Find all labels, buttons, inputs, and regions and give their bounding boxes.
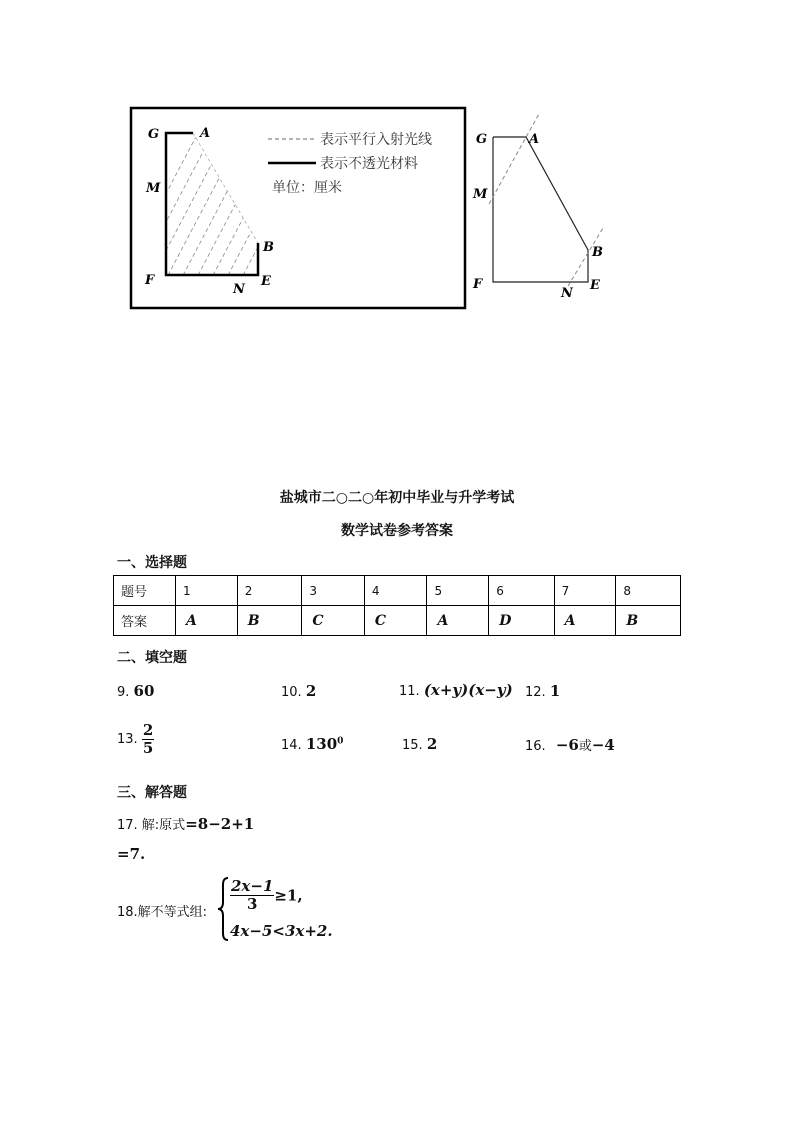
legend-dashed-text: 表示平行入射光线 (320, 132, 432, 148)
q-answer: 2 (305, 682, 317, 700)
q18-label: 18.解不等式组: (117, 905, 208, 920)
q-answer: 130 (305, 735, 338, 753)
fill-q10 (281, 682, 316, 700)
right-outline (493, 137, 588, 282)
label-N: N (233, 282, 245, 297)
q17-label: 17. 解:原式 (117, 818, 186, 833)
table-cell: 8 (616, 576, 681, 606)
right-label-N: N (561, 286, 573, 301)
right-label-B: B (592, 245, 603, 260)
table-cell: B (616, 606, 681, 636)
label-B: B (263, 240, 274, 255)
q-answer-sup: 0 (337, 736, 344, 747)
label-M: M (146, 181, 161, 196)
right-label-M: M (473, 187, 488, 202)
q-answer: (x+y)(x−y) (423, 681, 513, 699)
q17-result: =7. (117, 845, 146, 863)
fill-q11 (399, 681, 513, 699)
table-cell: 2 (237, 576, 302, 606)
q-answer: 60 (133, 682, 155, 700)
q-label: 10. (281, 685, 302, 700)
label-F: F (145, 273, 155, 288)
q17-expr: =8−2+1 (185, 815, 255, 833)
answer-table (113, 575, 681, 636)
q-label: 9. (117, 685, 130, 700)
table-cell: 4 (364, 576, 427, 606)
table-cell: 3 (302, 576, 365, 606)
fill-q15 (402, 735, 437, 753)
inequality-1 (230, 878, 303, 913)
q-label: 13. (117, 732, 138, 747)
label-E: E (261, 274, 271, 289)
system-brace (216, 876, 230, 942)
table-cell: A (427, 606, 489, 636)
q-label: 16. (525, 739, 546, 754)
ineq1-fraction (230, 878, 274, 913)
table-cell: C (364, 606, 427, 636)
q-or: 或 (578, 739, 592, 754)
table-cell: B (237, 606, 302, 636)
solve-q17 (117, 814, 254, 833)
table-cell: D (489, 606, 554, 636)
table-cell: 7 (554, 576, 616, 606)
table-row-numbers (114, 576, 681, 606)
ineq1-rhs: ≥1, (274, 886, 303, 905)
q-label: 14. (281, 738, 302, 753)
legend-unit-text: 单位：厘米 (272, 180, 342, 196)
hatch-lines (110, 110, 345, 300)
table-cell: 6 (489, 576, 554, 606)
row-label-question: 题号 (114, 576, 176, 606)
geometry-figure (0, 0, 794, 330)
right-label-E: E (590, 278, 600, 293)
q-answer-a: −6 (555, 736, 579, 754)
fill-q16 (525, 735, 615, 754)
q-answer-b: −4 (591, 736, 615, 754)
exam-subtitle: 数学试卷参考答案 (341, 523, 453, 539)
solve-q18 (117, 901, 207, 920)
label-A: A (200, 126, 211, 141)
q-answer: 1 (549, 682, 561, 700)
q-label: 11. (399, 684, 420, 699)
inequality-2: 4x−5<3x+2. (230, 922, 333, 940)
right-label-G: G (476, 132, 488, 147)
row-label-answer: 答案 (114, 606, 176, 636)
fraction-denominator: 5 (142, 739, 154, 757)
q-label: 15. (402, 738, 423, 753)
q-fraction (142, 722, 154, 757)
fill-q12 (525, 682, 560, 700)
fill-q13 (117, 722, 154, 757)
ineq1-numerator: 2x−1 (231, 877, 274, 895)
table-row-answers (114, 606, 681, 636)
fill-q9 (117, 682, 154, 700)
right-label-A: A (529, 132, 540, 147)
table-cell: 1 (176, 576, 238, 606)
q-answer: 2 (426, 735, 438, 753)
section2-heading: 二、填空题 (117, 650, 187, 666)
table-cell: A (554, 606, 616, 636)
section1-heading: 一、选择题 (117, 555, 187, 571)
ineq1-denominator: 3 (246, 895, 258, 913)
right-label-F: F (473, 277, 483, 292)
table-cell: A (176, 606, 238, 636)
legend-solid-text: 表示不透光材料 (320, 156, 418, 172)
table-cell: C (302, 606, 365, 636)
table-cell: 5 (427, 576, 489, 606)
right-ray-top (489, 112, 540, 204)
exam-title: 盐城市二○二○年初中毕业与升学考试 (279, 490, 515, 506)
solve-q17-result (117, 845, 145, 863)
q-label: 12. (525, 685, 546, 700)
section3-heading: 三、解答题 (117, 785, 187, 801)
fill-q14 (281, 735, 343, 753)
fraction-numerator: 2 (142, 721, 154, 739)
label-G: G (148, 127, 160, 142)
